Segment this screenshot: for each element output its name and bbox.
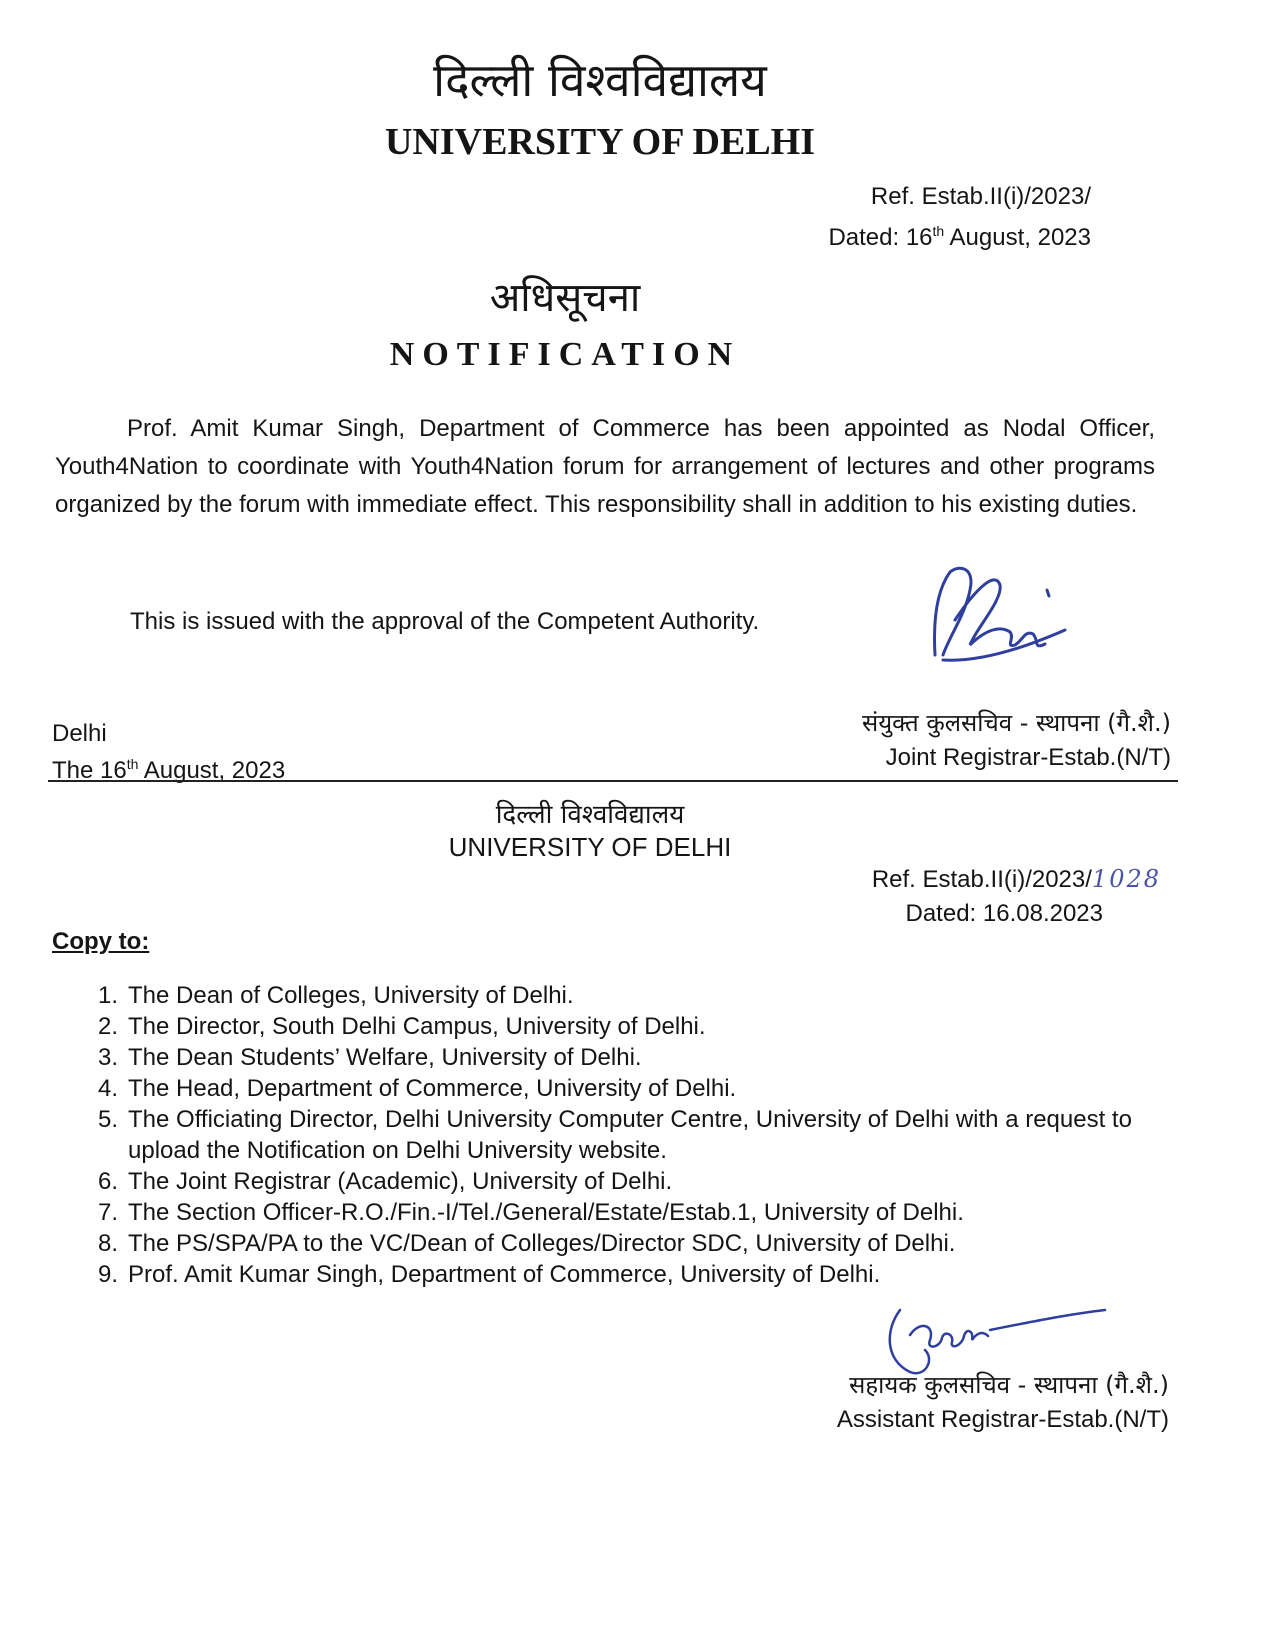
issue-place: Delhi bbox=[52, 720, 107, 747]
university-name-english: UNIVERSITY OF DELHI bbox=[384, 121, 816, 163]
handwritten-ref-number: 1028 bbox=[1091, 865, 1161, 893]
list-item: 4. The Head, Department of Commerce, University of Delhi. bbox=[97, 1075, 737, 1102]
notification-title-english: NOTIFICATION bbox=[389, 336, 741, 373]
reference-block bbox=[828, 180, 1091, 255]
list-item: 3. The Dean Students’ Welfare, University of Delhi. bbox=[97, 1044, 642, 1071]
list-item: 7. The Section Officer-R.O./Fin.-I/Tel./General/Estate/Estab.1, University of Delhi. bbox=[97, 1199, 964, 1226]
signatory2-title-english: Assistant Registrar-Estab.(N/T) bbox=[836, 1406, 1169, 1433]
list-item: 2. The Director, South Delhi Campus, University of Delhi. bbox=[97, 1013, 706, 1040]
list-item: 6. The Joint Registrar (Academic), University of Delhi. bbox=[97, 1168, 673, 1195]
copy-to-heading: Copy to: bbox=[52, 928, 150, 955]
list-item: 5. The Officiating Director, Delhi University Computer Centre, University of Delhi with a request to upload the Notification on Delhi University website. bbox=[97, 1106, 1132, 1164]
list-item: 1. The Dean of Colleges, University of Delhi. bbox=[97, 982, 574, 1009]
signature-joint-registrar bbox=[915, 560, 1125, 710]
issue-date: The 16th August, 2023 bbox=[52, 756, 286, 784]
copy-university-name-hindi: दिल्ली विश्वविद्यालय bbox=[495, 800, 685, 830]
reference-number: Ref. Estab.II(i)/2023/ bbox=[870, 183, 1091, 210]
section-divider bbox=[48, 780, 1178, 782]
list-item: 9. Prof. Amit Kumar Singh, Department of Commerce, University of Delhi. bbox=[97, 1261, 881, 1288]
copy-reference-number: Ref. Estab.II(i)/2023/1028 bbox=[871, 865, 1161, 893]
approval-statement: This is issued with the approval of the Competent Authority. bbox=[130, 608, 760, 635]
university-name-hindi: दिल्ली विश्वविद्यालय bbox=[433, 53, 767, 107]
notification-body bbox=[55, 410, 1155, 524]
notification-paragraph: Prof. Amit Kumar Singh, Department of Commerce has been appointed as Nodal Officer, Youth4Nation to coordinate with Youth4Nation forum for arrangement of lectures and other programs organized by the forum with immediate effect. This responsibility shall in addition to his existing duties. bbox=[55, 415, 1155, 518]
signatory1-title-english: Joint Registrar-Estab.(N/T) bbox=[885, 744, 1171, 771]
reference-date: Dated: 16th August, 2023 bbox=[828, 223, 1091, 251]
notification-title-hindi: अधिसूचना bbox=[489, 275, 641, 321]
copy-university-name-english: UNIVERSITY OF DELHI bbox=[448, 832, 732, 862]
copy-to-list bbox=[78, 980, 1168, 1290]
list-item: 8. The PS/SPA/PA to the VC/Dean of Colleges/Director SDC, University of Delhi. bbox=[97, 1230, 956, 1257]
copy-reference-date: Dated: 16.08.2023 bbox=[905, 900, 1103, 927]
signatory1-title-hindi: संयुक्त कुलसचिव - स्थापना (गै.शै.) bbox=[862, 709, 1171, 737]
copy-reference-block bbox=[872, 862, 1161, 931]
signatory2-title-hindi: सहायक कुलसचिव - स्थापना (गै.शै.) bbox=[849, 1371, 1169, 1399]
